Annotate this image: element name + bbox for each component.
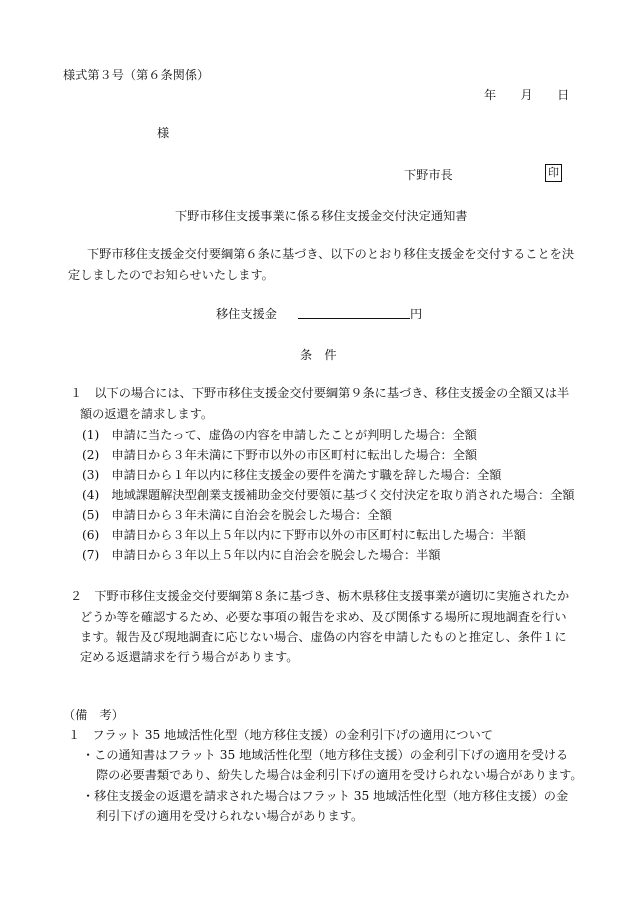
condition1-item: (3) 申請日から１年以内に移住支援金の要件を満たす職を辞した場合：全額 (82, 468, 502, 482)
remarks-bullet-line: 利引下げの適用を受けられない場合があります。 (96, 809, 364, 823)
condition2-line-4: 定める返還請求を行う場合があります。 (80, 650, 299, 664)
condition1-line-2: 額の返還を請求します。 (80, 407, 214, 421)
form-number: 様式第３号（第６条関係） (63, 68, 210, 82)
condition2-line-2: どうか等を確認するため、必要な事項の報告を求め、及び関係する場所に現地調査を行い (80, 610, 567, 624)
amount-unit: 円 (410, 307, 423, 321)
body-line-2: 定しましたのでお知らせいたします。 (68, 268, 274, 282)
conditions-heading: 条 件 (300, 348, 337, 362)
amount-label: 移住支援金 (216, 307, 277, 321)
condition1-item: (2) 申請日から３年未満に下野市以外の市区町村に転出した場合：全額 (82, 448, 478, 462)
remarks-heading: （備 考） (63, 708, 124, 722)
remarks-bullet-line: 際の必要書類であり、紛失した場合は金利引下げの適用を受けられない場合があります。 (96, 768, 583, 782)
condition1-item: (6) 申請日から３年以上５年以内に下野市以外の市区町村に転出した場合：半額 (82, 528, 526, 542)
body-line-1: 下野市移住支援金交付要綱第６条に基づき、以下のとおり移住支援金を交付することを決 (87, 247, 575, 261)
amount-blank-line (298, 318, 410, 319)
document-title: 下野市移住支援事業に係る移住支援金交付決定通知書 (175, 209, 468, 223)
condition1-item: (5) 申請日から３年未満に自治会を脱会した場合：全額 (82, 508, 392, 522)
remarks-bullet-line: ・この通知書はフラット 35 地域活性化型（地方移住支援）の金利引下げの適用を受ける (82, 748, 569, 762)
seal-mark: 印 (545, 164, 562, 182)
issuer-name: 下野市長 (404, 168, 453, 182)
remarks-item-1: １ フラット 35 地域活性化型（地方移住支援）の金利引下げの適用について (68, 728, 493, 742)
remarks-bullet-line: ・移住支援金の返還を請求された場合はフラット 35 地域活性化型（地方移住支援）の金 (82, 789, 569, 803)
condition2-line-1: ２ 下野市移住支援金交付要綱第８条に基づき、栃木県移住支援事業が適切に実施されたか (70, 589, 570, 603)
condition1-item: (4) 地域課題解決型創業支援補助金交付要領に基づく交付決定を取り消された場合：全額 (82, 488, 575, 502)
condition2-line-3: ます。報告及び現地調査に応じない場合、虚偽の内容を申請したものと推定し、条件１に (80, 630, 567, 644)
recipient-suffix: 様 (157, 126, 170, 140)
date-line: 年 月 日 (484, 88, 570, 102)
condition1-line-1: １ 以下の場合には、下野市移住支援金交付要綱第９条に基づき、移住支援金の全額又は半 (70, 386, 570, 400)
condition1-item: (7) 申請日から３年以上５年以内に自治会を脱会した場合：半額 (82, 548, 441, 562)
condition1-item: (1) 申請に当たって、虚偽の内容を申請したことが判明した場合：全額 (82, 428, 477, 442)
